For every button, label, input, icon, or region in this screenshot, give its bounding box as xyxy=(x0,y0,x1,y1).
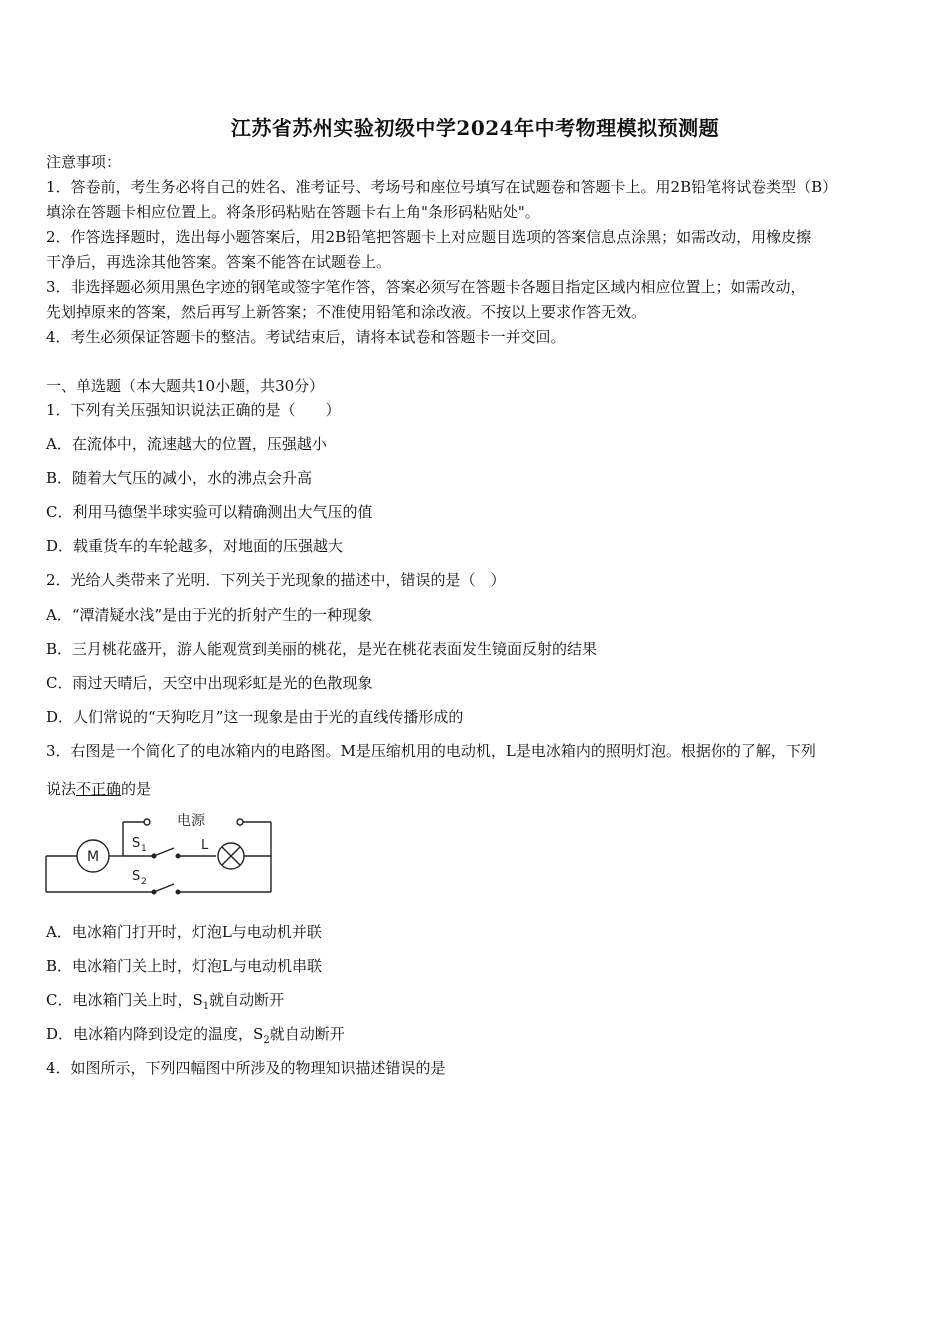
q1-option-b: B．随着大气压的减小，水的沸点会升高 xyxy=(46,469,313,487)
q3-option-c xyxy=(46,990,916,1017)
section-heading: 一、单选题（本大题共10小题，共30分） xyxy=(46,377,325,395)
q3-option-b: B．电冰箱门关上时，灯泡L与电动机串联 xyxy=(46,957,322,975)
q1-option-d: D．载重货车的车轮越多，对地面的压强越大 xyxy=(46,537,344,555)
q1-option-a: A．在流体中，流速越大的位置，压强越小 xyxy=(46,435,327,453)
s2-lever xyxy=(154,884,174,892)
q3-option-a: A．电冰箱门打开时，灯泡L与电动机并联 xyxy=(46,923,322,941)
notice-line-2: 填涂在答题卡相应位置上。将条形码粘贴在答题卡右上角"条形码粘贴处"。 xyxy=(46,203,540,221)
q3-stem-line-1: 3．右图是一个简化了的电冰箱内的电路图。M是压缩机用的电动机，L是电冰箱内的照明灯泡。根据你的了解，下列 xyxy=(46,742,816,760)
motor-label: M xyxy=(86,849,100,865)
q3-option-d-sub: 2 xyxy=(263,1035,270,1046)
q3-option-c-tail: 就自动断开 xyxy=(209,991,285,1009)
s1-label: S xyxy=(132,836,141,851)
exam-title: 江苏省苏州实验初级中学2024年中考物理模拟预测题 xyxy=(230,116,720,140)
notice-heading: 注意事项： xyxy=(46,153,122,171)
notice-line-5: 3．非选择题必须用黑色字迹的钢笔或签字笔作答，答案必须写在答题卡各题目指定区域内相应位置上；如需改动， xyxy=(46,278,806,296)
notice-line-4: 干净后，再选涂其他答案。答案不能答在试题卷上。 xyxy=(46,253,392,271)
q3-stem-suffix: 的是 xyxy=(121,780,152,798)
notice-line-3: 2．作答选择题时，选出每小题答案后，用2B铅笔把答题卡上对应题目选项的答案信息点涂黑；如需改动，用橡皮擦 xyxy=(46,228,812,246)
notice-line-6: 先划掉原来的答案，然后再写上新答案；不准使用铅笔和涂改液。不按以上要求作答无效。 xyxy=(46,303,647,321)
q3-option-d-text: D．电冰箱内降到设定的温度，S xyxy=(46,1025,264,1043)
q1-stem: 1．下列有关压强知识说法正确的是（ ） xyxy=(46,401,341,419)
s1-label-sub: 1 xyxy=(141,844,147,854)
q3-option-c-sub: 1 xyxy=(202,1001,210,1012)
power-terminal-left xyxy=(144,819,150,825)
q2-stem: 2．光给人类带来了光明．下列关于光现象的描述中，错误的是（ ） xyxy=(46,571,506,589)
q3-stem-prefix: 说法 xyxy=(46,780,77,798)
notice-line-1: 1．答卷前，考生务必将自己的姓名、准考证号、考场号和座位号填写在试题卷和答题卡上。用2B铅笔将试卷类型（B） xyxy=(46,178,838,196)
q3-stem-underlined: 不正确 xyxy=(76,780,122,798)
q2-option-c: C．雨过天晴后，天空中出现彩虹是光的色散现象 xyxy=(46,674,373,692)
q3-option-c-text: C．电冰箱门关上时，S xyxy=(46,991,203,1009)
s2-label-sub: 2 xyxy=(141,877,147,887)
q3-option-d xyxy=(46,1024,916,1051)
refrigerator-circuit-diagram xyxy=(40,808,280,900)
lamp-label: L xyxy=(201,838,209,853)
q2-option-b: B．三月桃花盛开，游人能观赏到美丽的桃花，是光在桃花表面发生镜面反射的结果 xyxy=(46,640,598,658)
notice-line-7: 4．考生必须保证答题卡的整洁。考试结束后，请将本试卷和答题卡一并交回。 xyxy=(46,328,566,346)
power-label: 电源 xyxy=(177,813,205,829)
s1-lever xyxy=(154,848,174,856)
power-terminal-right xyxy=(237,819,243,825)
q4-stem: 4．如图所示，下列四幅图中所涉及的物理知识描述错误的是 xyxy=(46,1059,446,1077)
q1-option-c: C．利用马德堡半球实验可以精确测出大气压的值 xyxy=(46,503,373,521)
q2-option-a: A．“潭清疑水浅”是由于光的折射产生的一种现象 xyxy=(46,606,373,624)
q2-option-d: D．人们常说的“天狗吃月”这一现象是由于光的直线传播形成的 xyxy=(46,708,464,726)
q3-stem-line-2 xyxy=(46,779,916,799)
s2-label: S xyxy=(132,869,141,884)
q3-option-d-tail: 就自动断开 xyxy=(269,1025,345,1043)
